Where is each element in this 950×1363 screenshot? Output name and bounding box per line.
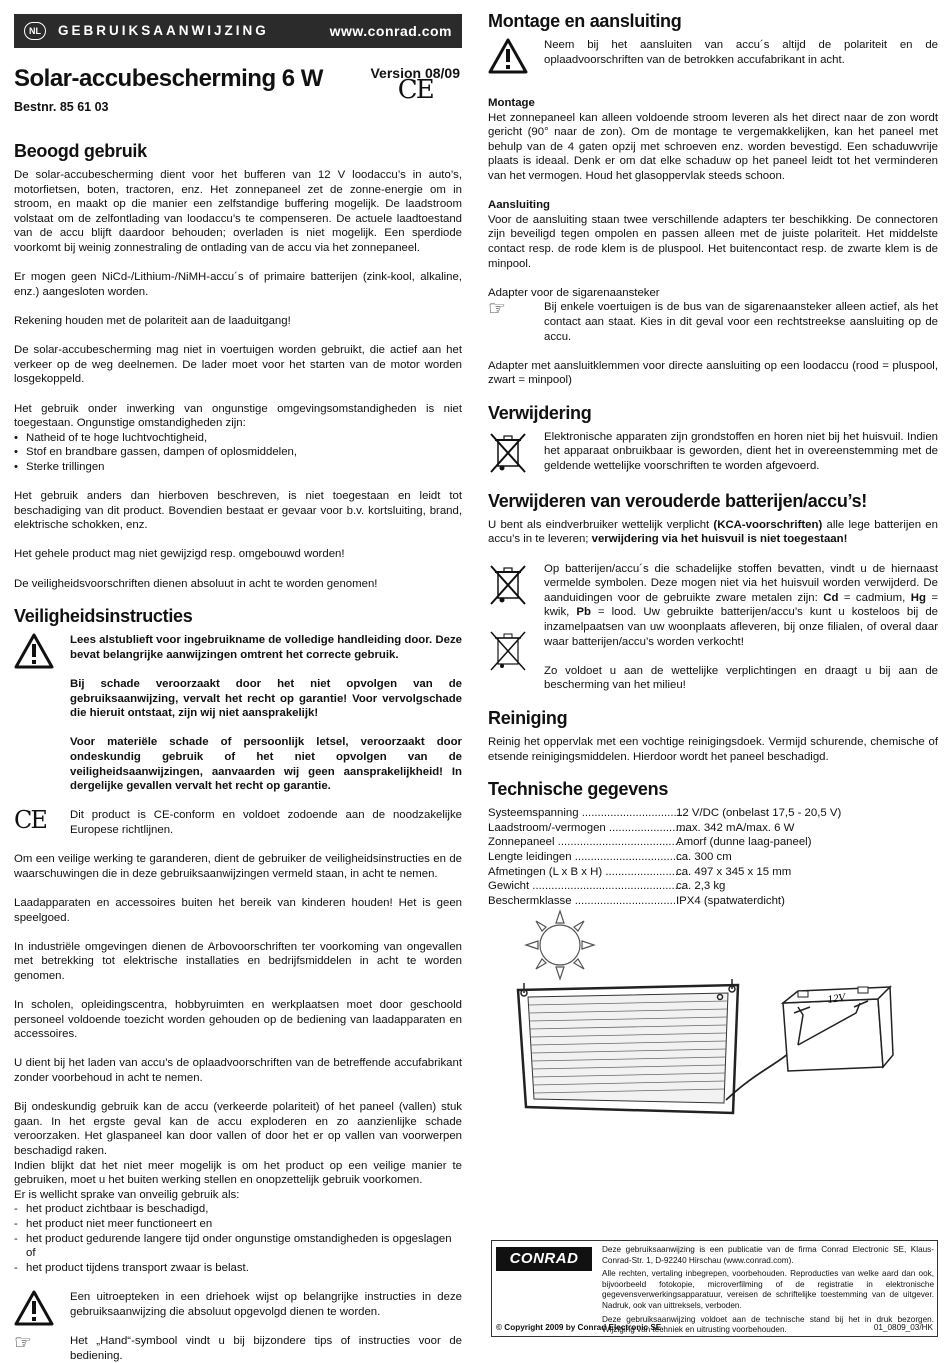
right-column [488,10,938,908]
sun-icon [526,911,594,979]
mounting-p4: Adapter met aansluitklemmen voor directe aansluiting op een loodaccu (rood = pluspool, zwart = minpool) [488,359,938,387]
ce-mark-icon: CE [14,806,46,835]
safety-p3: In industriële omgevingen dienen de Arbovoorschriften ter voorkoming van ongevallen met betrekking tot elektrische installaties en bedrijfsmiddelen in acht te worden genomen. [14,940,462,982]
intended-use-p6: Het gebruik anders dan hierboven beschreven, is niet toegestaan en leidt tot beschadiging van dit product. Bovendien bestaat er gevaar voor b.v. kortsluiting, brand, elektrische schokken, enz. [14,490,462,532]
intended-use-p5: Het gebruik onder inwerking van ongunstige omgevingsomstandigheden is niet toegestaan. Ongunstige omstandigheden zijn: [14,402,462,430]
safety-warning-block [14,633,462,794]
heading-batteries: Verwijderen van verouderde batterijen/accu’s! [488,490,867,511]
imprint-p2: Alle rechten, vertaling inbegrepen, voorbehouden. Reproducties van welke aard dan ook, bijvoorbeeld fotokopie, microverfilming of de registratie in elektronische gegevensverwerkingsapparatuur, vereisen de schriftelijke toestemming van de uitgever. Nadruk, ook van uittreksels, verboden. [602,1269,934,1310]
disposal-block [488,430,938,476]
left-column [14,14,462,1363]
document-code: 01_0809_03/HK [873,1323,933,1333]
pointing-hand-icon: ☞ [14,1331,32,1354]
battery [783,987,893,1071]
safety-warning-1: Lees alstublieft voor ingebruikname de volledige handleiding door. Deze bevat belangrijke aanwijzingen omtrent het correcte gebruik. [70,634,462,661]
table-row: Lengte leidingen .................................. ca. 300 cm [488,850,732,863]
hand-note-block [14,1331,462,1363]
intended-use-p8: De veiligheidsvoorschriften dienen absoluut in acht te worden genomen! [14,577,378,590]
warning-triangle-icon [488,38,528,74]
safety-p5: U dient bij het laden van accu’s de oplaadvoorschriften van de betreffende accufabrikant zonder voorbehoud in acht te nemen. [14,1057,462,1085]
mounting-warning-text: Neem bij het aansluiten van accu´s altijd de polariteit en de oplaadvoorschriften van de betrokken accufabrikant in acht. [544,39,938,66]
language-badge: NL [24,22,46,41]
safety-p8: Er is wellicht sprake van onveilig gebruik als: [14,1188,240,1201]
table-row: Laadstroom/-vermogen ......................... max. 342 mA/max. 6 W [488,821,795,834]
list-item: - het product zichtbaar is beschadigd, [14,1202,462,1217]
cleaning-text: Reinig het oppervlak met een vochtige reinigingsdoek. Vermijd schurende, chemische of etsende reinigingsmiddelen. Hierdoor wordt het paneel beschadigd. [488,736,938,763]
copyright: © Copyright 2009 by Conrad Electronic SE. [496,1323,664,1333]
intended-use-p1: De solar-accubescherming dient voor het bufferen van 12 V loodaccu’s in auto’s, motorfietsen, boten, tractoren, enz. Het zonnepaneel zet de zonne-energie om in stroom, en maakt op die manier een zelfstandige buffering mogelijk. De laadstroom volstaat om de zelfontlading van loodaccu’s te compenseren. De actuele laadtoestand van de accu blijft daardoor behouden; overladen is niet mogelijk. Een sperdiode voorkomt bij weinig zonnestraling de ontlading van de accu via het zonnepaneel. [14,169,462,254]
version-label: Version 08/09 [370,65,460,81]
pointing-hand-icon: ☞ [488,298,506,321]
batteries-block [488,562,938,693]
list-item: - het product niet meer functioneert en [14,1217,462,1232]
page-title: Solar-accubescherming 6 W [14,65,323,92]
triangle-note-block [14,1290,462,1326]
warning-triangle-icon [14,633,54,669]
subheading-montage: Montage [488,97,535,109]
ce-conformity-block [14,808,462,837]
mounting-p3: Adapter voor de sigarenaansteker [488,286,660,299]
table-row: Afmetingen (L x B x H) ......................... ca. 497 x 345 x 15 mm [488,865,792,878]
heading-mounting: Montage en aansluiting [488,11,682,31]
solar-panel [518,979,738,1113]
crossed-bin-icon [488,562,528,608]
intended-use-p7: Het gehele product mag niet gewijzigd resp. omgebouwd worden! [14,548,345,561]
imprint-box [491,1240,938,1337]
heading-cleaning: Reiniging [488,708,568,728]
intended-use-p4: De solar-accubescherming mag niet in voertuigen worden gebruikt, die actief aan het verkeer op de weg deelnemen. De lader moet voor het starten van de motor worden losgekoppeld. [14,344,462,386]
version-block [370,65,460,105]
crossed-bin-icon [488,430,528,476]
heading-specs: Technische gegevens [488,779,669,800]
subheading-aansluiting: Aansluiting [488,199,551,212]
batteries-p1: Op batterijen/accu´s die schadelijke stoffen bevatten, vindt u de hiernaast vermelde symbolen. Deze mogen niet via het huisvuil worden verwijderd. De aanduidingen voor de gebruikte zware metalen zijn: Cd = cadmium, Hg = kwik, Pb = lood. Uw gebruikte batterijen/accu’s kunt u kosteloos bij de inzamelpaatsen van uw woonplaats afleveren, bij onze filialen, of overal daar waar batterijen/accu’s worden verkocht! [544,562,938,648]
lighter-hand-text: Bij enkele voertuigen is de bus van de sigarenaansteker alleen actief, als het contact aan staat. Kies in dit geval voor een rechtstreekse aansluiting op de accu. [544,301,938,343]
safety-warning-3: Voor materiële schade of persoonlijk letsel, veroorzaakt door ondeskundig gebruik of het niet opvolgen van de veiligheidsaanwijzingen, aanvaarden wij geen aansprakelijkheid! In dergelijke gevallen vervalt het recht op garantie. [70,736,462,793]
batteries-intro: U bent als eindverbruiker wettelijk verplicht (KCA-voorschriften) alle lege batterijen en accu’s in te leveren; verwijdering via het huisvuil is niet toegestaan! [488,518,938,546]
ce-conformity-text: Dit product is CE-conform en voldoet zodoende aan de noodzakelijke Europese richtlijnen. [70,809,462,836]
header-label: GEBRUIKSAANWIJZING [58,22,269,38]
list-item: • Natheid of te hoge luchtvochtigheid, [14,431,462,446]
list-item: - het product tijdens transport zwaar is belast. [14,1261,462,1276]
safety-p1: Om een veilige werking te garanderen, dient de gebruiker de veiligheidsinstructies en de waarschuwingen die in deze gebruiksaanwijzingen vermeld staan, in acht te nemen. [14,853,462,880]
table-row: Zonnepaneel ....................................... Amorf (dunne laag-paneel) [488,836,812,849]
safety-p6: Bij ondeskundig gebruik kan de accu (verkeerde polariteit) of het paneel (vallen) stuk gaan. In het ergste geval kan de accu exploderen en zo aanzienlijke schade veroorzaken. Het glaspaneel kan door vallen of door het er op vallen van voorwerpen beschadigd raken. [14,1101,462,1157]
conrad-logo: CONRAD [496,1247,592,1271]
table-row: Systeemspanning ................................ 12 V/DC (onbelast 17,5 - 20,5 V) [488,807,842,820]
warning-triangle-icon [14,1290,54,1326]
crossed-bin-icon [488,628,528,674]
imprint-bottom [496,1323,933,1334]
heading-intended-use: Beoogd gebruik [14,141,147,161]
table-row: Gewicht ................................................ ca. 2,3 kg [488,880,726,893]
header-bar [14,14,462,48]
specs-table [488,806,938,908]
battery-label: 12V [826,991,846,1006]
conditions-list [14,431,462,475]
order-number: Bestnr. 85 61 03 [14,100,109,114]
batteries-p2: Zo voldoet u aan de wettelijke verplichtingen en draagt u bij aan de bescherming van het milieu! [544,664,938,692]
unsafe-conditions-list [14,1202,462,1275]
heading-safety: Veiligheidsinstructies [14,606,193,627]
intended-use-p3: Rekening houden met de polariteit aan de laaduitgang! [14,314,291,327]
safety-p2: Laadapparaten en accessoires buiten het bereik van kinderen houden! Het is geen speelgoed. [14,896,462,924]
mounting-p1: Het zonnepaneel kan alleen voldoende stroom leveren als het direct naar de zon wordt gericht (90° naar de zon). Om de montage te vergemakkelijken, kan het paneel met behulp van de 4 gaten opzij met schroeven enz. worden bevestigd. Een schaduwvrije plaats is ideaal. Denk er om dat elke schaduw op het paneel leidt tot het verminderen van het vermogen. Houd het glasoppervlak steeds schoon. [488,111,938,182]
intended-use-p2: Er mogen geen NiCd-/Lithium-/NiMH-accu´s of primaire batterijen (zink-kool, alkaline, enz.) aangesloten worden. [14,271,462,298]
imprint-p1: Deze gebruiksaanwijzing is een publicatie van de firma Conrad Electronic SE, Klaus-Conrad-Str. 1, D-92240 Hirschau (www.conrad.com). [602,1245,934,1265]
hand-note-text: Het „Hand“-symbool vindt u bij bijzondere tips of instructies voor de bediening. [70,1334,462,1362]
safety-p4: In scholen, opleidingscentra, hobbyruimten en werkplaatsen moet door geschoold personeel voldoende toezicht worden gehouden op de bediening van laadapparaten en accessoires. [14,999,462,1041]
solar-panel-illustration [498,895,898,1125]
list-item: • Stof en brandbare gassen, dampen of oplosmiddelen, [14,445,462,460]
disposal-text: Elektronische apparaten zijn grondstoffen en horen niet bij het huisvuil. Indien het apparaat onbruikbaar is geworden, dient het in overeenstemming met de geldende wettelijke voorschriften te worden afgevoerd. [544,430,938,473]
heading-disposal: Verwijdering [488,402,592,423]
list-item: • Sterke trillingen [14,460,462,475]
triangle-note-text: Een uitroepteken in een driehoek wijst op belangrijke instructies in deze gebruiksaanwijzing die absoluut opgevolgd dienen te worden. [70,1290,462,1318]
header-url[interactable]: www.conrad.com [329,22,452,39]
list-item: - het product gedurende langere tijd onder ongunstige omstandigheden is opgeslagen of [14,1232,462,1261]
title-block [14,66,462,126]
safety-warning-2: Bij schade veroorzaakt door het niet opvolgen van de gebruiksaanwijzing, vervalt het recht op garantie! Voor vervolgschade die hieruit ontstaat, zijn wij niet aansprakelijk! [70,678,462,720]
safety-p7: Indien blijkt dat het niet meer mogelijk is om het product op een veilige manier te gebruiken, moet u het buiten werking stellen en onopzettelijk gebruik voorkomen. [14,1159,462,1187]
lighter-hand-block [488,300,938,344]
mounting-p2: Voor de aansluiting staan twee verschillende adapters ter beschikking. De connectoren zijn beveiligd tegen ompolen en passen alleen met de juiste polariteit. Het middelste contact resp. de rode klem is de pluspool. Het buitencontact resp. de zwarte klem is de minpool. [488,213,938,270]
imprint-p3: Deze gebruiksaanwijzing voldoet aan de technische stand bij het in druk bezorgen. Wijziging van techniek en uitrusting voorbehouden. [602,1314,934,1335]
mounting-warning-block [488,38,938,74]
ce-mark-icon: CE [397,74,433,105]
table-row: Beschermklasse .................................. IPX4 (spatwaterdicht) [488,894,785,907]
